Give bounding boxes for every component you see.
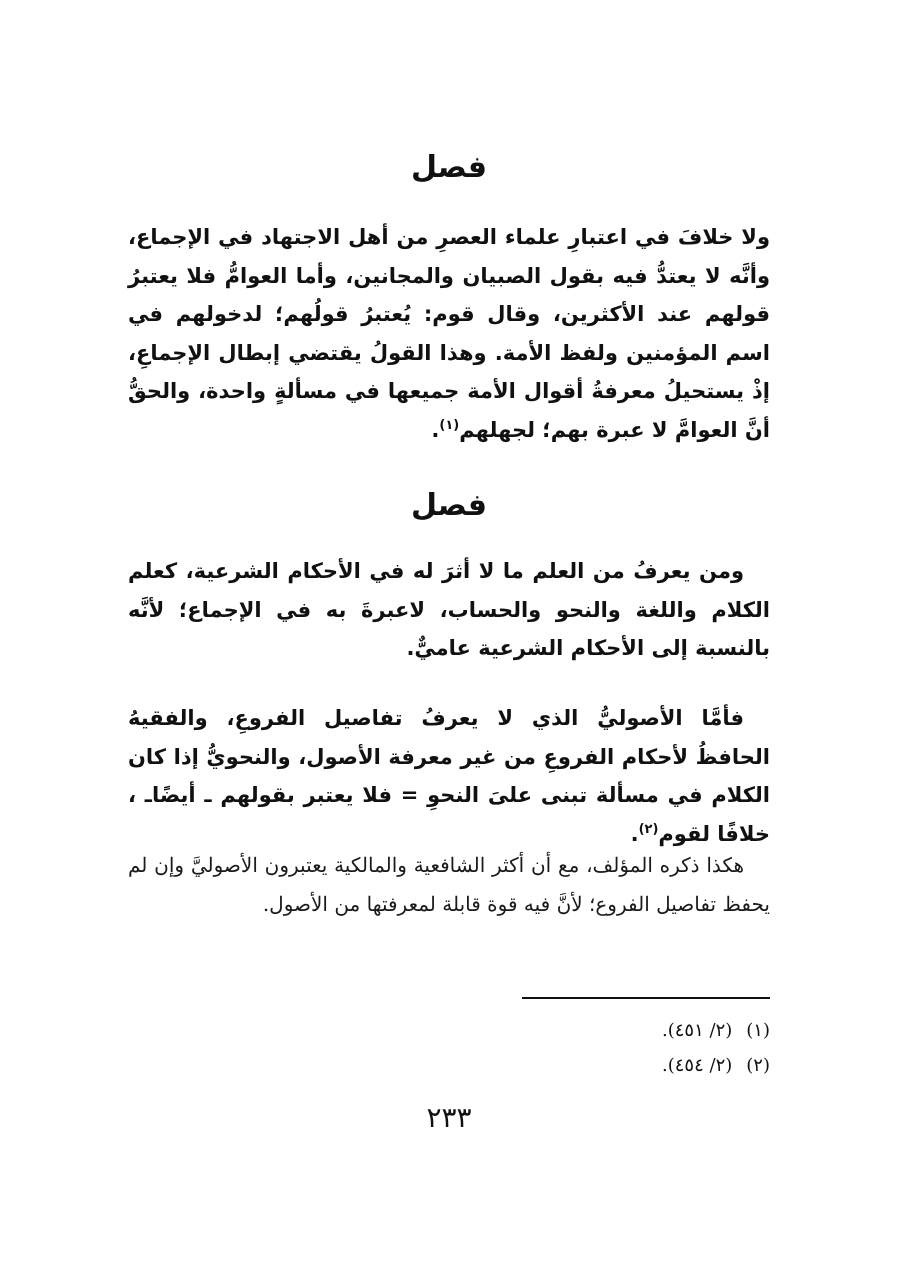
section-1-paragraph <box>128 218 770 449</box>
footnote-1-text: (٢/ ٤٥١). <box>662 1020 733 1041</box>
section-heading-2: فصل <box>411 488 487 523</box>
footnote-2 <box>662 1053 770 1079</box>
section-1-end: . <box>431 417 440 442</box>
footnote-1 <box>662 1018 770 1044</box>
footnote-2-number: (٢) <box>746 1055 770 1076</box>
section-2-text-1: ومن يعرفُ من العلم ما لا أثرَ له في الأحكام الشرعية، كعلم الكلام واللغة والنحو والحساب، لاعبرةَ به في الإجماع؛ لأنَّه بالنسبة إلى الأحكام الشرعية عاميٌّ. <box>128 559 770 660</box>
section-1-text: ولا خلافَ في اعتبارِ علماء العصرِ من أهل الاجتهاد في الإجماع، وأنَّه لا يعتدُّ فيه بقول الصبيان والمجانين، وأما العوامُّ فلا يعتبرُ قولهم عند الأكثرين، وقال قوم: يُعتبرُ قولُهم؛ لدخولهم في اسم المؤمنين ولفظ الأمة. وهذا القولُ يقتضي إبطال الإجماعِ، إذْ يستحيلُ معرفةُ أقوال الأمة جميعها في مسألةٍ واحدة، والحقُّ أنَّ العوامَّ لا عبرة بهم؛ لجهلهم <box>128 225 770 442</box>
page-number: ٢٣٣ <box>426 1101 472 1134</box>
book-page <box>128 0 770 1271</box>
section-2-paragraph-2 <box>128 699 770 853</box>
section-2-text-2: فأمَّا الأصوليُّ الذي لا يعرفُ تفاصيل الفروعِ، والفقيهُ الحافظُ لأحكام الفروعِ من غير معرفة الأصول، والنحويُّ إذا كان الكلام في مسألة تبنى علىَ النحوِ = فلا يعتبر بقولهم ـ أيضًاـ ، خلافًا لقوم <box>128 706 770 846</box>
footnote-divider <box>522 997 770 999</box>
footnote-ref-2[interactable]: (٢) <box>638 821 659 837</box>
section-2-paragraph-1 <box>128 552 770 668</box>
section-2-end: . <box>630 821 639 846</box>
commentary-paragraph <box>128 846 770 924</box>
footnote-ref-1[interactable]: (١) <box>439 417 460 433</box>
section-heading-1: فصل <box>411 150 487 185</box>
footnote-1-number: (١) <box>746 1020 770 1041</box>
footnote-2-text: (٢/ ٤٥٤). <box>662 1055 733 1076</box>
commentary-text: هكذا ذكره المؤلف، مع أن أكثر الشافعية والمالكية يعتبرون الأصوليَّ وإن لم يحفظ تفاصيل الفروع؛ لأنَّ فيه قوة قابلة لمعرفتها من الأصول. <box>128 853 770 916</box>
